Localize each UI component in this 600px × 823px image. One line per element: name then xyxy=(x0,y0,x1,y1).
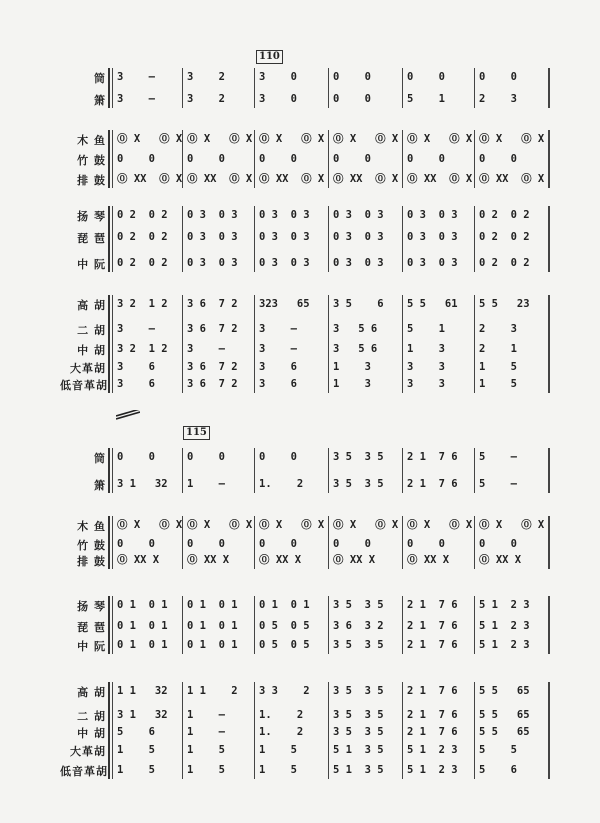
measure-notes: 3 6 xyxy=(259,361,297,373)
instrument-label: 竹 鼓 xyxy=(77,539,106,552)
measure-notes: 5 1 2 3 xyxy=(479,620,530,632)
instrument-label: 中 阮 xyxy=(77,640,106,653)
group-bracket xyxy=(108,206,110,272)
measure-notes: ⓪ X ⓪ X xyxy=(117,133,183,145)
group-bracket xyxy=(108,596,110,654)
measure-notes: ⓪ X ⓪ X xyxy=(117,519,183,531)
measure-notes: 2 3 xyxy=(479,93,517,105)
measure-notes: 2 1 7 6 xyxy=(407,599,458,611)
measure-notes: 0 0 xyxy=(479,538,517,550)
measure-notes: 5 5 xyxy=(479,744,517,756)
measure-notes: 1. 2 xyxy=(259,726,304,738)
measure-notes: 0 0 xyxy=(333,71,371,83)
measure-notes: ⓪ X ⓪ X xyxy=(187,133,253,145)
measure-notes: 3 5 6 xyxy=(333,298,384,310)
measure-notes: ⓪ XX X xyxy=(479,554,522,566)
measure-notes: 0 2 0 2 xyxy=(117,209,168,221)
measure-notes: 5 6 xyxy=(117,726,155,738)
measure-notes: 3 – xyxy=(117,71,155,83)
group-bracket xyxy=(108,130,110,188)
group-bracket xyxy=(108,682,110,779)
measure-notes: 0 0 xyxy=(333,538,371,550)
instrument-label: 排 鼓 xyxy=(77,555,106,568)
measure-notes: 0 2 0 2 xyxy=(479,231,530,243)
measure-notes: 0 0 xyxy=(407,71,445,83)
measure-notes: 1 3 xyxy=(407,343,445,355)
measure-notes: 5 1 2 3 xyxy=(407,744,458,756)
barline xyxy=(112,516,113,569)
instrument-label: 木 鱼 xyxy=(77,520,106,533)
instrument-label: 箫 xyxy=(94,94,106,107)
measure-notes: 1 – xyxy=(187,709,225,721)
barline xyxy=(112,295,113,393)
barline xyxy=(112,596,113,654)
measure-notes: 0 3 0 3 xyxy=(259,257,310,269)
measure-notes: 1 3 xyxy=(333,361,371,373)
instrument-label: 中 阮 xyxy=(77,258,106,271)
measure-notes: 0 3 0 3 xyxy=(407,231,458,243)
measure-notes: ⓪ XX X xyxy=(333,554,376,566)
measure-notes: ⓪ X ⓪ X xyxy=(479,133,545,145)
measure-notes: 2 1 7 6 xyxy=(407,726,458,738)
measure-notes: 0 0 xyxy=(407,153,445,165)
measure-notes: 3 6 7 2 xyxy=(187,323,238,335)
measure-notes: 3 1 32 xyxy=(117,709,168,721)
measure-notes: 3 1 32 xyxy=(117,478,168,490)
measure-notes: 1 – xyxy=(187,726,225,738)
instrument-label: 筒 xyxy=(94,452,106,465)
measure-notes: 3 6 xyxy=(117,378,155,390)
measure-notes: 3 6 7 2 xyxy=(187,361,238,373)
measure-notes: 0 0 xyxy=(187,153,225,165)
group-bracket xyxy=(108,68,110,108)
measure-notes: 3 5 3 5 xyxy=(333,709,384,721)
measure-notes: 0 3 0 3 xyxy=(333,209,384,221)
instrument-label: 中 胡 xyxy=(77,344,106,357)
measure-notes: 3 5 3 5 xyxy=(333,639,384,651)
measure-notes: ⓪ X ⓪ X xyxy=(479,519,545,531)
measure-notes: 2 1 7 6 xyxy=(407,709,458,721)
system-separator-icon xyxy=(116,410,140,420)
measure-notes: 5 5 65 xyxy=(479,685,530,697)
measure-notes: ⓪ XX ⓪ X xyxy=(117,173,183,185)
measure-notes: 3 5 3 5 xyxy=(333,685,384,697)
measure-notes: ⓪ X ⓪ X xyxy=(259,133,325,145)
measure-notes: ⓪ XX X xyxy=(407,554,450,566)
measure-notes: 5 1 xyxy=(407,93,445,105)
measure-notes: 5 1 3 5 xyxy=(333,764,384,776)
measure-notes: ⓪ X ⓪ X xyxy=(407,519,473,531)
measure-notes: 0 1 0 1 xyxy=(117,599,168,611)
instrument-label: 低音革胡 xyxy=(60,765,108,778)
barline xyxy=(112,448,113,493)
measure-notes: 1 5 xyxy=(117,764,155,776)
measure-notes: 2 3 xyxy=(479,323,517,335)
measure-notes: 3 3 2 xyxy=(259,685,310,697)
measure-notes: 5 1 3 5 xyxy=(333,744,384,756)
measure-notes: 2 1 7 6 xyxy=(407,620,458,632)
instrument-label: 低音革胡 xyxy=(60,379,108,392)
measure-notes: ⓪ XX ⓪ X xyxy=(333,173,399,185)
measure-notes: 0 0 xyxy=(333,93,371,105)
measure-notes: 0 5 0 5 xyxy=(259,639,310,651)
measure-notes: 3 5 3 5 xyxy=(333,451,384,463)
instrument-label: 中 胡 xyxy=(77,727,106,740)
measure-notes: 0 0 xyxy=(259,538,297,550)
measure-notes: 3 2 1 2 xyxy=(117,343,168,355)
measure-notes: 1 1 32 xyxy=(117,685,168,697)
instrument-label: 箫 xyxy=(94,479,106,492)
group-bracket xyxy=(108,448,110,493)
measure-notes: 0 0 xyxy=(117,153,155,165)
measure-notes: 2 1 7 6 xyxy=(407,639,458,651)
measure-notes: 1. 2 xyxy=(259,478,304,490)
measure-notes: ⓪ X ⓪ X xyxy=(333,519,399,531)
measure-notes: 3 3 xyxy=(407,378,445,390)
measure-notes: 1 1 2 xyxy=(187,685,238,697)
measure-notes: 3 – xyxy=(117,323,155,335)
measure-notes: 5 1 2 3 xyxy=(407,764,458,776)
measure-notes: 3 0 xyxy=(259,71,297,83)
measure-notes: 0 0 xyxy=(407,538,445,550)
instrument-label: 高 胡 xyxy=(77,686,106,699)
measure-notes: ⓪ XX ⓪ X xyxy=(187,173,253,185)
measure-notes: 1 5 xyxy=(259,764,297,776)
measure-notes: ⓪ XX ⓪ X xyxy=(259,173,325,185)
measure-notes: 3 6 7 2 xyxy=(187,378,238,390)
measure-notes: 2 1 xyxy=(479,343,517,355)
instrument-label: 二 胡 xyxy=(77,710,106,723)
measure-notes: 3 0 xyxy=(259,93,297,105)
measure-notes: 1 5 xyxy=(187,744,225,756)
measure-notes: 0 2 0 2 xyxy=(479,257,530,269)
group-bracket xyxy=(108,295,110,393)
measure-notes: 0 3 0 3 xyxy=(187,209,238,221)
measure-notes: 0 3 0 3 xyxy=(407,257,458,269)
measure-notes: 0 1 0 1 xyxy=(187,639,238,651)
measure-notes: 1 3 xyxy=(333,378,371,390)
measure-notes: 5 5 61 xyxy=(407,298,458,310)
measure-notes: 2 1 7 6 xyxy=(407,451,458,463)
rehearsal-mark: 110 xyxy=(256,50,283,64)
measure-notes: ⓪ X ⓪ X xyxy=(333,133,399,145)
measure-notes: 0 0 xyxy=(333,153,371,165)
measure-notes: 3 2 xyxy=(187,71,225,83)
instrument-label: 大革胡 xyxy=(70,745,106,758)
measure-notes: 3 2 xyxy=(187,93,225,105)
measure-notes: 3 2 1 2 xyxy=(117,298,168,310)
rehearsal-mark: 115 xyxy=(183,426,210,440)
measure-notes: 0 0 xyxy=(259,451,297,463)
measure-notes: 1 5 xyxy=(479,361,517,373)
measure-notes: 1 5 xyxy=(479,378,517,390)
measure-notes: ⓪ XX X xyxy=(117,554,160,566)
measure-notes: 3 3 xyxy=(407,361,445,373)
measure-notes: ⓪ XX X xyxy=(187,554,230,566)
measure-notes: 0 0 xyxy=(479,71,517,83)
instrument-label: 大革胡 xyxy=(70,362,106,375)
measure-notes: 1 5 xyxy=(117,744,155,756)
barline xyxy=(112,68,113,108)
instrument-label: 排 鼓 xyxy=(77,174,106,187)
measure-notes: 323 65 xyxy=(259,298,310,310)
measure-notes: 0 3 0 3 xyxy=(259,209,310,221)
measure-notes: 3 – xyxy=(187,343,225,355)
measure-notes: 0 3 0 3 xyxy=(333,257,384,269)
measure-notes: ⓪ X ⓪ X xyxy=(259,519,325,531)
measure-notes: 0 0 xyxy=(259,153,297,165)
measure-notes: 0 1 0 1 xyxy=(187,599,238,611)
instrument-label: 琵 琶 xyxy=(77,621,106,634)
measure-notes: 3 5 6 xyxy=(333,323,378,335)
measure-notes: 3 5 3 5 xyxy=(333,726,384,738)
barline xyxy=(112,130,113,188)
measure-notes: 5 5 23 xyxy=(479,298,530,310)
measure-notes: 0 2 0 2 xyxy=(479,209,530,221)
measure-notes: 3 – xyxy=(259,343,297,355)
barline xyxy=(112,682,113,779)
instrument-label: 扬 琴 xyxy=(77,600,106,613)
measure-notes: 0 2 0 2 xyxy=(117,257,168,269)
measure-notes: 0 2 0 2 xyxy=(117,231,168,243)
measure-notes: 0 1 0 1 xyxy=(117,620,168,632)
measure-notes: ⓪ XX ⓪ X xyxy=(407,173,473,185)
measure-notes: 3 6 7 2 xyxy=(187,298,238,310)
measure-notes: 0 0 xyxy=(479,153,517,165)
measure-notes: 2 1 7 6 xyxy=(407,478,458,490)
measure-notes: 5 1 2 3 xyxy=(479,599,530,611)
measure-notes: 3 5 3 5 xyxy=(333,599,384,611)
measure-notes: 5 5 65 xyxy=(479,726,530,738)
measure-notes: ⓪ XX ⓪ X xyxy=(479,173,545,185)
measure-notes: 5 1 xyxy=(407,323,445,335)
measure-notes: 3 – xyxy=(259,323,297,335)
measure-notes: 3 5 3 5 xyxy=(333,478,384,490)
measure-notes: ⓪ XX X xyxy=(259,554,302,566)
measure-notes: 1 5 xyxy=(187,764,225,776)
instrument-label: 竹 鼓 xyxy=(77,154,106,167)
measure-notes: 5 5 65 xyxy=(479,709,530,721)
instrument-label: 筒 xyxy=(94,72,106,85)
measure-notes: 3 6 xyxy=(259,378,297,390)
measure-notes: 0 3 0 3 xyxy=(407,209,458,221)
measure-notes: 0 1 0 1 xyxy=(259,599,310,611)
barline xyxy=(112,206,113,272)
measure-notes: 5 6 xyxy=(479,764,517,776)
measure-notes: ⓪ X ⓪ X xyxy=(187,519,253,531)
measure-notes: 2 1 7 6 xyxy=(407,685,458,697)
measure-notes: 0 0 xyxy=(187,451,225,463)
measure-notes: 0 1 0 1 xyxy=(117,639,168,651)
measure-notes: 3 5 6 xyxy=(333,343,378,355)
instrument-label: 二 胡 xyxy=(77,324,106,337)
measure-notes: 0 0 xyxy=(117,538,155,550)
measure-notes: ⓪ X ⓪ X xyxy=(407,133,473,145)
group-bracket xyxy=(108,516,110,569)
measure-notes: 1 – xyxy=(187,478,225,490)
measure-notes: 0 3 0 3 xyxy=(187,257,238,269)
measure-notes: 1. 2 xyxy=(259,709,304,721)
instrument-label: 高 胡 xyxy=(77,299,106,312)
measure-notes: 3 6 xyxy=(117,361,155,373)
instrument-label: 木 鱼 xyxy=(77,134,106,147)
measure-notes: 0 3 0 3 xyxy=(259,231,310,243)
measure-notes: 5 – xyxy=(479,478,517,490)
measure-notes: 0 3 0 3 xyxy=(187,231,238,243)
measure-notes: 0 0 xyxy=(117,451,155,463)
measure-notes: 0 5 0 5 xyxy=(259,620,310,632)
measure-notes: 0 0 xyxy=(187,538,225,550)
measure-notes: 5 1 2 3 xyxy=(479,639,530,651)
measure-notes: 5 – xyxy=(479,451,517,463)
instrument-label: 琵 琶 xyxy=(77,232,106,245)
measure-notes: 0 1 0 1 xyxy=(187,620,238,632)
measure-notes: 1 5 xyxy=(259,744,297,756)
instrument-label: 扬 琴 xyxy=(77,210,106,223)
measure-notes: 3 6 3 2 xyxy=(333,620,384,632)
measure-notes: 0 3 0 3 xyxy=(333,231,384,243)
measure-notes: 3 – xyxy=(117,93,155,105)
